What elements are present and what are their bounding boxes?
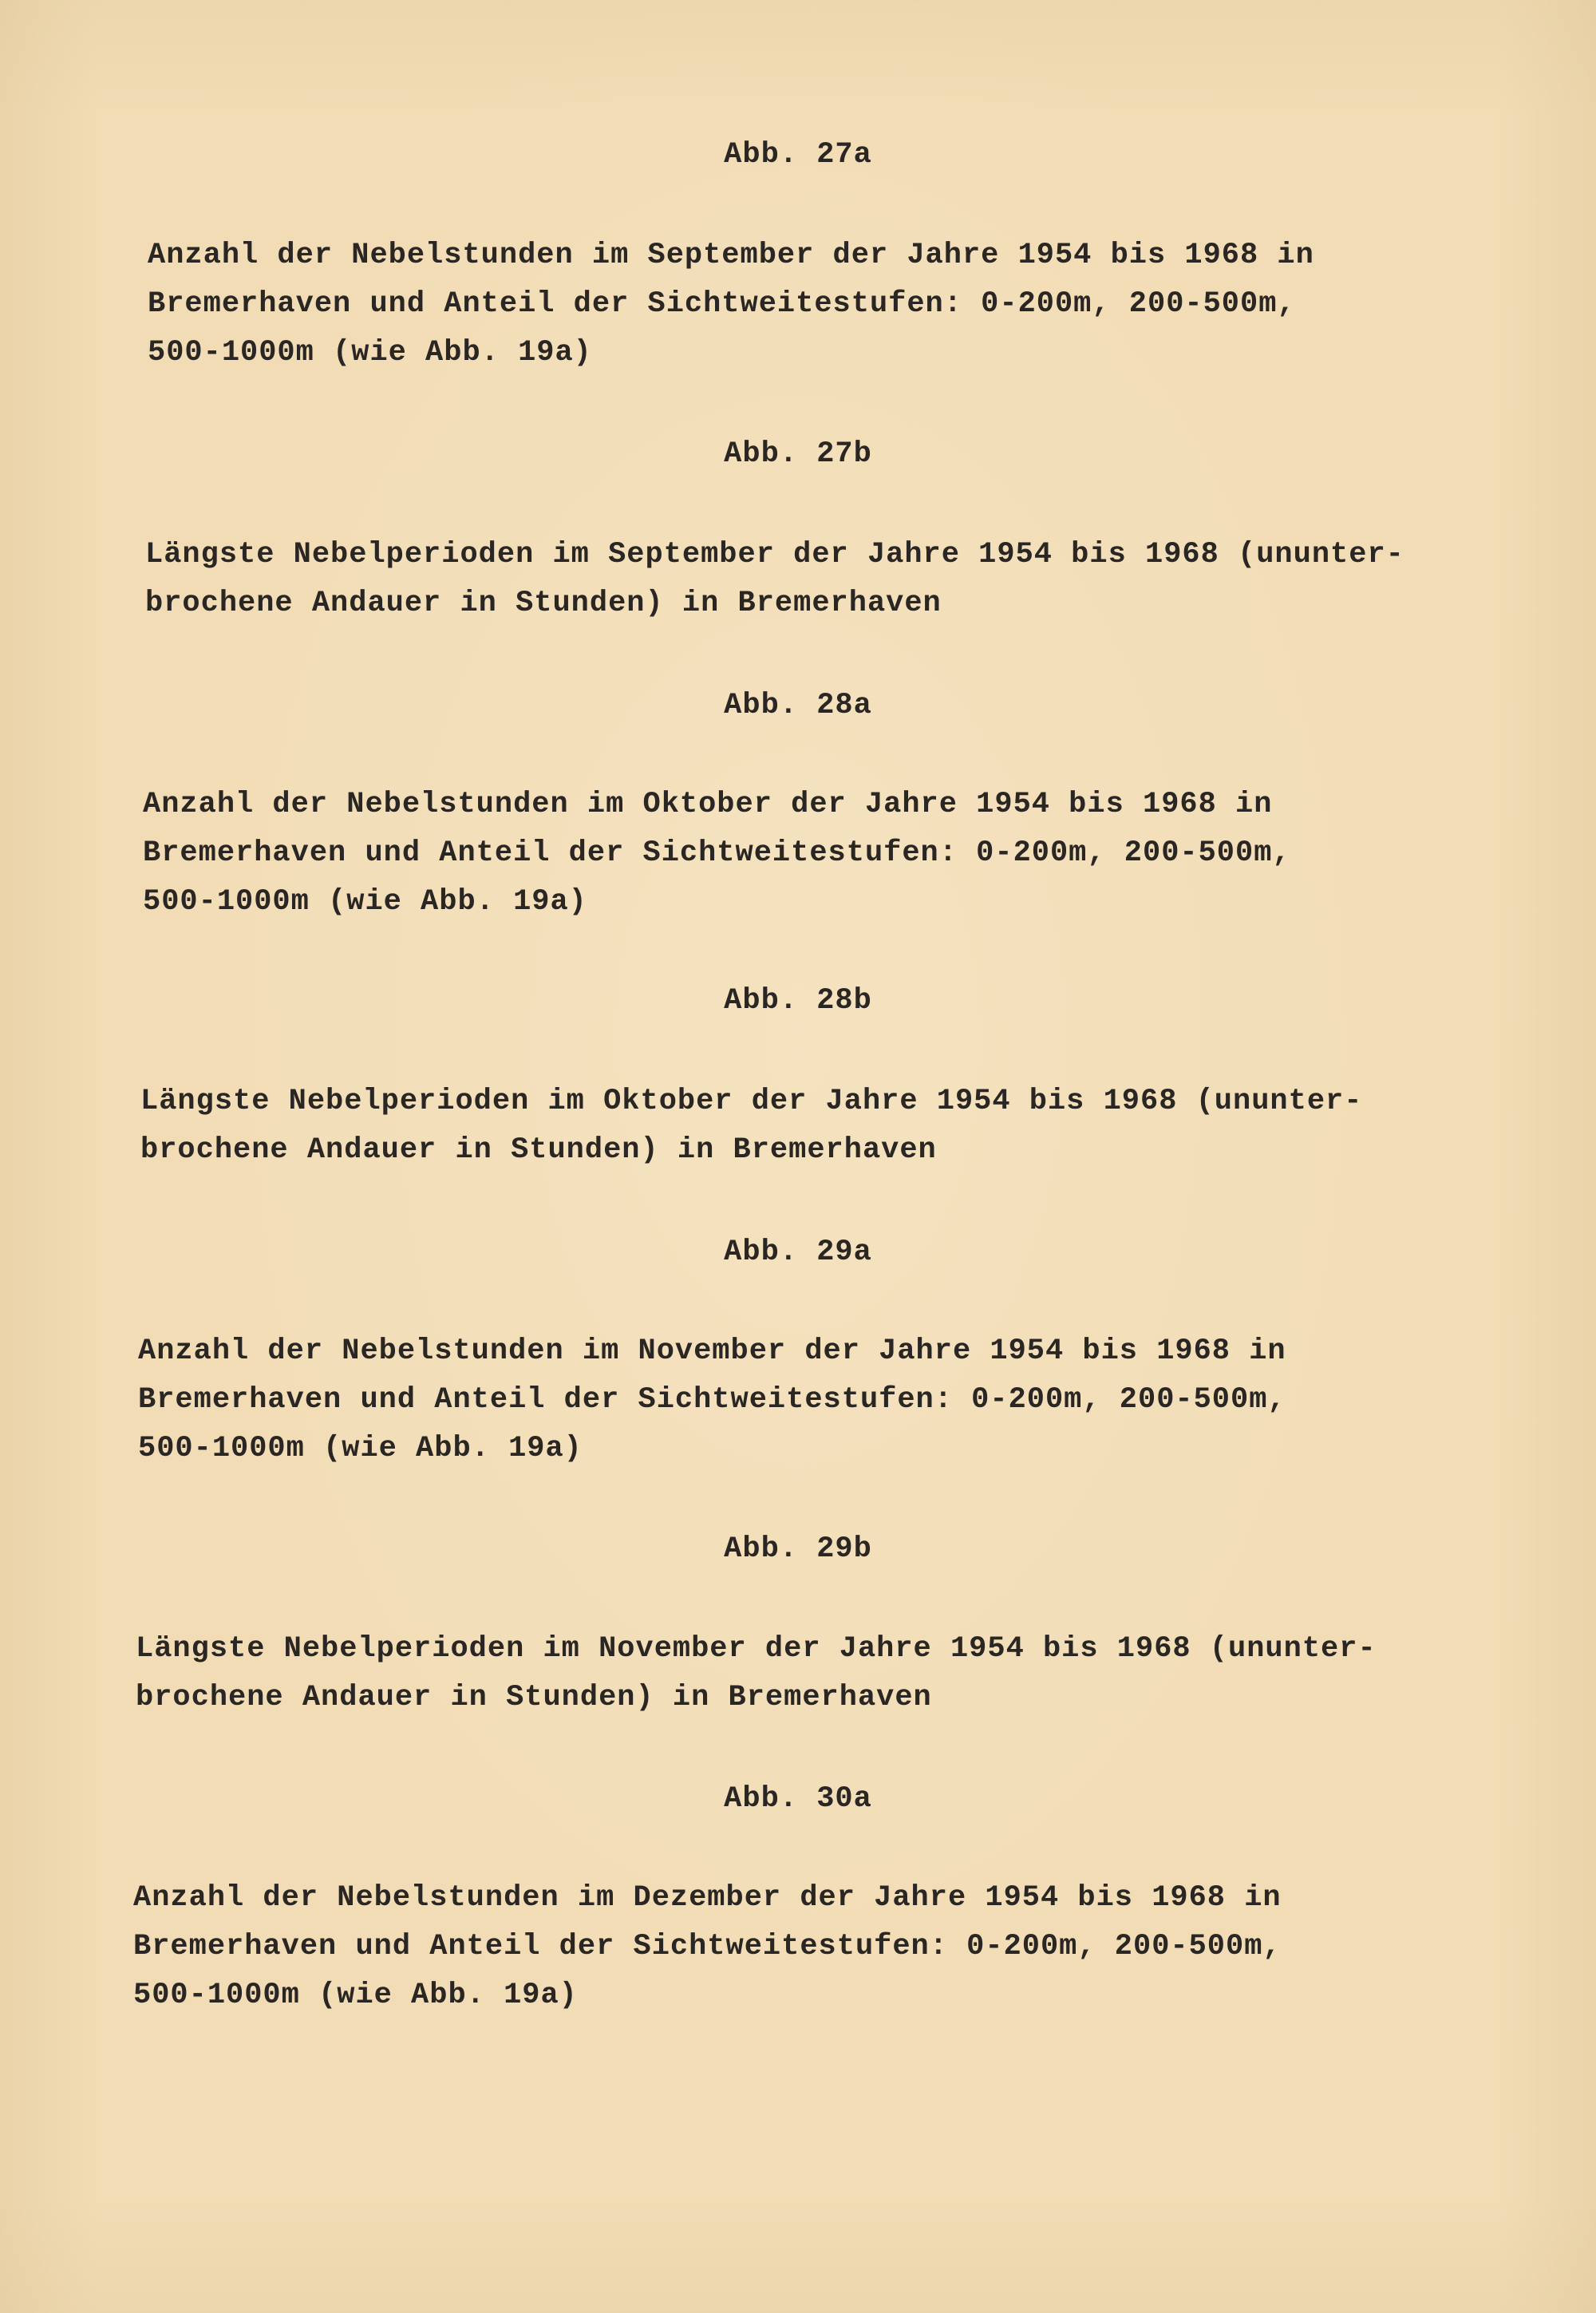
figure-label-27b: Abb. 27b bbox=[724, 437, 872, 471]
figure-caption-29a: Anzahl der Nebelstunden im November der Jahre 1954 bis 1968 in Bremerhaven und Anteil der Sichtweitestufen: 0-200m, 200-500m, 500-1000m (wie Abb. 19a) bbox=[138, 1334, 1286, 1465]
figure-caption-27a: Anzahl der Nebelstunden im September der Jahre 1954 bis 1968 in Bremerhaven und Anteil der Sichtweitestufen: 0-200m, 200-500m, 500-1000m (wie Abb. 19a) bbox=[148, 239, 1314, 370]
figure-caption-28b: Längste Nebelperioden im Oktober der Jahre 1954 bis 1968 (ununter- brochene Andauer in Stunden) in Bremerhaven bbox=[140, 1085, 1363, 1167]
figure-label-29a: Abb. 29a bbox=[724, 1236, 872, 1269]
figure-label-30a: Abb. 30a bbox=[724, 1782, 872, 1816]
figure-label-28b: Abb. 28b bbox=[724, 984, 872, 1018]
figure-label-29b: Abb. 29b bbox=[724, 1532, 872, 1566]
figure-caption-28a: Anzahl der Nebelstunden im Oktober der Jahre 1954 bis 1968 in Bremerhaven und Anteil der Sichtweitestufen: 0-200m, 200-500m, 500-1000m (wie Abb. 19a) bbox=[143, 788, 1291, 919]
figure-caption-27b: Längste Nebelperioden im September der Jahre 1954 bis 1968 (ununter- brochene Andauer in Stunden) in Bremerhaven bbox=[145, 538, 1404, 620]
figure-caption-30a: Anzahl der Nebelstunden im Dezember der Jahre 1954 bis 1968 in Bremerhaven und Anteil der Sichtweitestufen: 0-200m, 200-500m, 500-1000m (wie Abb. 19a) bbox=[133, 1881, 1282, 2012]
figure-label-28a: Abb. 28a bbox=[724, 689, 872, 722]
figure-label-27a: Abb. 27a bbox=[724, 138, 872, 172]
figure-caption-29b: Längste Nebelperioden im November der Jahre 1954 bis 1968 (ununter- brochene Andauer in Stunden) in Bremerhaven bbox=[136, 1632, 1377, 1714]
